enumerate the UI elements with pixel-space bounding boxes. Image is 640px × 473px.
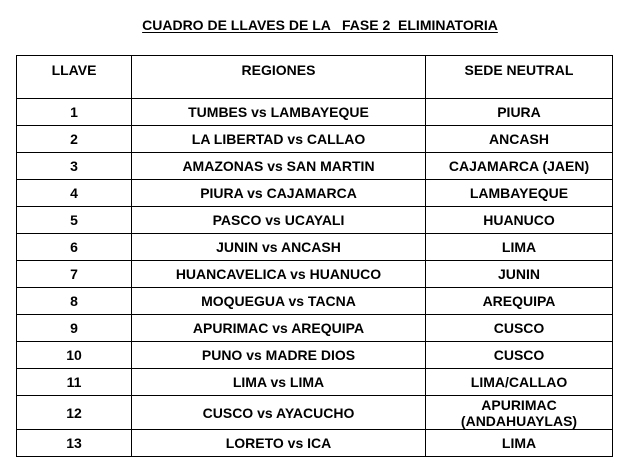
table-row [17,99,613,126]
cell-sede: LIMA [426,430,613,457]
cell-regiones: PIURA vs CAJAMARCA [132,180,426,207]
header-llave: LLAVE [17,56,132,99]
cell-regiones: LORETO vs ICA [132,430,426,457]
table-row [17,396,613,430]
cell-llave: 3 [17,153,132,180]
cell-sede: ANCASH [426,126,613,153]
table-row [17,234,613,261]
table-row [17,261,613,288]
cell-llave: 11 [17,369,132,396]
cell-sede: APURIMAC (ANDAHUAYLAS) [426,396,613,430]
cell-llave: 7 [17,261,132,288]
cell-regiones: APURIMAC vs AREQUIPA [132,315,426,342]
cell-sede: CAJAMARCA (JAEN) [426,153,613,180]
table-row [17,126,613,153]
cell-llave: 1 [17,99,132,126]
cell-llave: 13 [17,430,132,457]
table-header [17,56,613,99]
table-row [17,207,613,234]
table-row [17,342,613,369]
cell-sede: CUSCO [426,315,613,342]
table-body [17,99,613,457]
cell-regiones: LA LIBERTAD vs CALLAO [132,126,426,153]
page-title-text: CUADRO DE LLAVES DE LA FASE 2 ELIMINATORIA [142,17,498,33]
cell-llave: 8 [17,288,132,315]
table-row [17,153,613,180]
cell-regiones: JUNIN vs ANCASH [132,234,426,261]
table-row [17,180,613,207]
table-row [17,288,613,315]
cell-sede: LAMBAYEQUE [426,180,613,207]
cell-sede: PIURA [426,99,613,126]
header-row [17,56,613,99]
cell-sede: AREQUIPA [426,288,613,315]
table-row [17,315,613,342]
cell-llave: 4 [17,180,132,207]
cell-regiones: HUANCAVELICA vs HUANUCO [132,261,426,288]
cell-llave: 6 [17,234,132,261]
cell-sede: LIMA/CALLAO [426,369,613,396]
cell-regiones: AMAZONAS vs SAN MARTIN [132,153,426,180]
cell-llave: 2 [17,126,132,153]
table-row [17,430,613,457]
cell-llave: 9 [17,315,132,342]
table-row [17,369,613,396]
cell-regiones: MOQUEGUA vs TACNA [132,288,426,315]
cell-sede: JUNIN [426,261,613,288]
header-regiones: REGIONES [132,56,426,99]
cell-sede: CUSCO [426,342,613,369]
cell-regiones: TUMBES vs LAMBAYEQUE [132,99,426,126]
fixtures-table [16,55,613,457]
page-title [0,17,640,33]
cell-llave: 5 [17,207,132,234]
cell-regiones: CUSCO vs AYACUCHO [132,396,426,430]
cell-sede: LIMA [426,234,613,261]
cell-regiones: PUNO vs MADRE DIOS [132,342,426,369]
cell-regiones: LIMA vs LIMA [132,369,426,396]
cell-sede: HUANUCO [426,207,613,234]
cell-llave: 12 [17,396,132,430]
cell-regiones: PASCO vs UCAYALI [132,207,426,234]
header-sede-neutral: SEDE NEUTRAL [426,56,613,99]
cell-llave: 10 [17,342,132,369]
